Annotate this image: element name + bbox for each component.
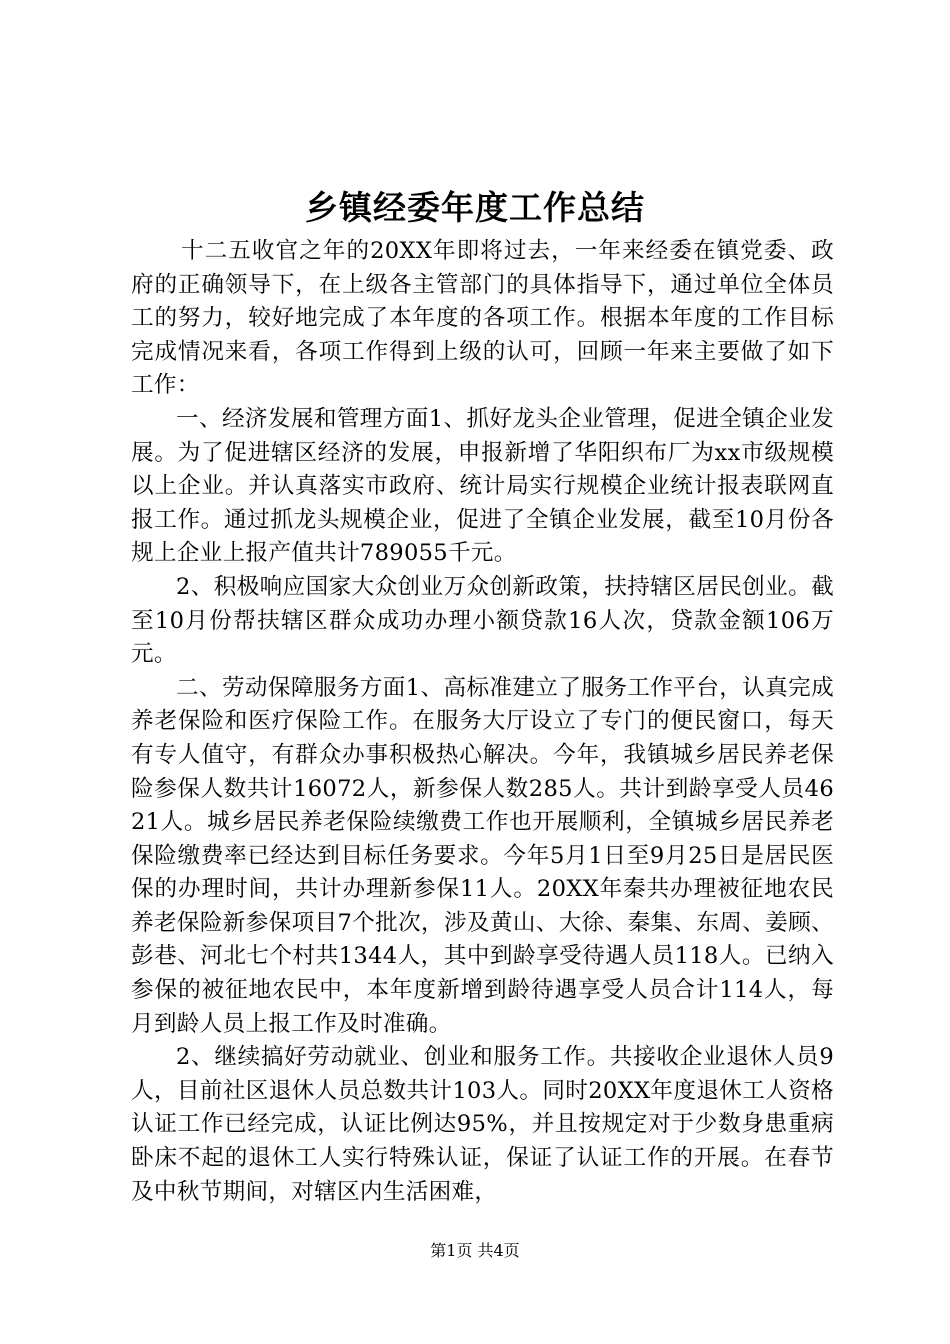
document-title: 乡镇经委年度工作总结: [305, 188, 645, 227]
paragraph-entrepreneurship: 2、积极响应国家大众创业万众创新政策，扶持辖区居民创业。截至10月份帮扶辖区群众成功办理小额贷款16人次，贷款金额106万元。: [131, 573, 834, 668]
paragraph-economic-development: 一、经济发展和管理方面1、抓好龙头企业管理，促进全镇企业发展。为了促进辖区经济的发展，申报新增了华阳织布厂为xx市级规模以上企业。并认真落实市政府、统计局实行规模企业统计报表联网直报工作。通过抓龙头规模企业，促进了全镇企业发展，截至10月份各规上企业上报产值共计789055千元。: [131, 405, 834, 567]
paragraph-employment-service: 2、继续搞好劳动就业、创业和服务工作。共接收企业退休人员9人，目前社区退休人员总数共计103人。同时20XX年度退休工人资格认证工作已经完成，认证比例达95%，并且按规定对于少数身患重病卧床不起的退休工人实行特殊认证，保证了认证工作的开展。在春节及中秋节期间，对辖区内生活困难，: [131, 1044, 834, 1205]
paragraph-labor-security: 二、劳动保障服务方面1、高标准建立了服务工作平台，认真完成养老保险和医疗保险工作。在服务大厅设立了专门的便民窗口，每天有专人值守，有群众办事积极热心解决。今年，我镇城乡居民养老保险参保人数共计16072人，新参保人数285人。共计到龄享受人员4621人。城乡居民养老保险续缴费工作也开展顺利，全镇城乡居民养老保险缴费率已经达到目标任务要求。今年5月1日至9月25日是居民医保的办理时间，共计办理新参保11人。20XX年秦共办理被征地农民养老保险新参保项目7个批次，涉及黄山、大徐、秦集、东周、姜顾、彭巷、河北七个村共1344人，其中到龄享受待遇人员118人。已纳入参保的被征地农民中，本年度新增到龄待遇享受人员合计114人，每月到龄人员上报工作及时准确。: [131, 674, 834, 1037]
document-body: [131, 235, 834, 1209]
paragraph-intro: 十二五收官之年的20XX年即将过去，一年来经委在镇党委、政府的正确领导下，在上级各主管部门的具体指导下，通过单位全体员工的努力，较好地完成了本年度的各项工作。根据本年度的工作目标完成情况来看，各项工作得到上级的认可，回顾一年来主要做了如下工作：: [131, 238, 834, 399]
page-number-footer: 第1页 共4页: [430, 1241, 520, 1260]
